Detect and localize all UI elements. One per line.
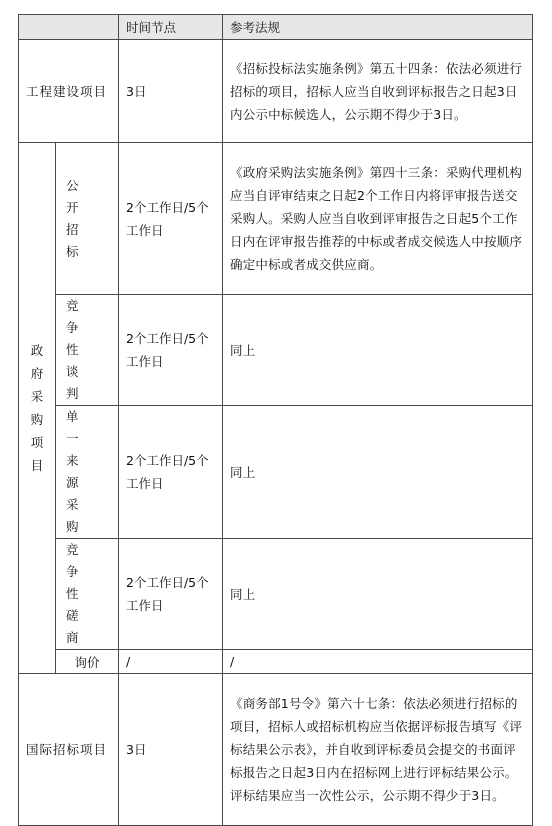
category-cell: 工程建设项目 <box>19 40 119 143</box>
time-cell: 2个工作日/5个工作日 <box>119 143 223 295</box>
time-cell: 2个工作日/5个工作日 <box>119 406 223 539</box>
time-cell: 3日 <box>119 674 223 826</box>
header-reference-law: 参考法规 <box>223 15 533 40</box>
time-cell: / <box>119 650 223 674</box>
table-row <box>19 295 533 406</box>
time-cell: 2个工作日/5个工作日 <box>119 539 223 650</box>
header-blank-cell <box>19 15 119 40</box>
table-row <box>19 650 533 674</box>
category-cell-vertical <box>19 143 56 674</box>
law-cell: / <box>223 650 533 674</box>
table-row <box>19 539 533 650</box>
header-time-node: 时间节点 <box>119 15 223 40</box>
law-cell: 同上 <box>223 539 533 650</box>
category-label: 政府采购项目 <box>30 343 44 473</box>
law-cell: 《商务部1号令》第六十七条：依法必须进行招标的项目，招标人或招标机构应当依据评标报告填写《评标结果公示表》，并自收到评标委员会提交的书面评标报告之日起3日内在招标网上进行评标结果公示。评标结果应当一次性公示，公示期不得少于3日。 <box>223 674 533 826</box>
table-row <box>19 406 533 539</box>
law-cell: 同上 <box>223 295 533 406</box>
time-cell: 3日 <box>119 40 223 143</box>
method-cell: 公开招标 <box>56 143 119 295</box>
table-row <box>19 40 533 143</box>
time-cell: 2个工作日/5个工作日 <box>119 295 223 406</box>
law-cell: 同上 <box>223 406 533 539</box>
method-cell: 单一来源采购 <box>56 406 119 539</box>
category-cell: 国际招标项目 <box>19 674 119 826</box>
table-row <box>19 674 533 826</box>
table-row <box>19 143 533 295</box>
regulation-table <box>18 14 533 826</box>
law-cell: 《招标投标法实施条例》第五十四条：依法必须进行招标的项目，招标人应当自收到评标报告之日起3日内公示中标候选人，公示期不得少于3日。 <box>223 40 533 143</box>
law-cell: 《政府采购法实施条例》第四十三条：采购代理机构应当自评审结束之日起2个工作日内将评审报告送交采购人。采购人应当自收到评审报告之日起5个工作日内在评审报告推荐的中标或者成交候选人中按顺序确定中标或者成交供应商。 <box>223 143 533 295</box>
method-cell: 竞争性磋商 <box>56 539 119 650</box>
method-cell: 竞争性谈判 <box>56 295 119 406</box>
method-cell: 询价 <box>56 650 119 674</box>
table-header-row <box>19 15 533 40</box>
